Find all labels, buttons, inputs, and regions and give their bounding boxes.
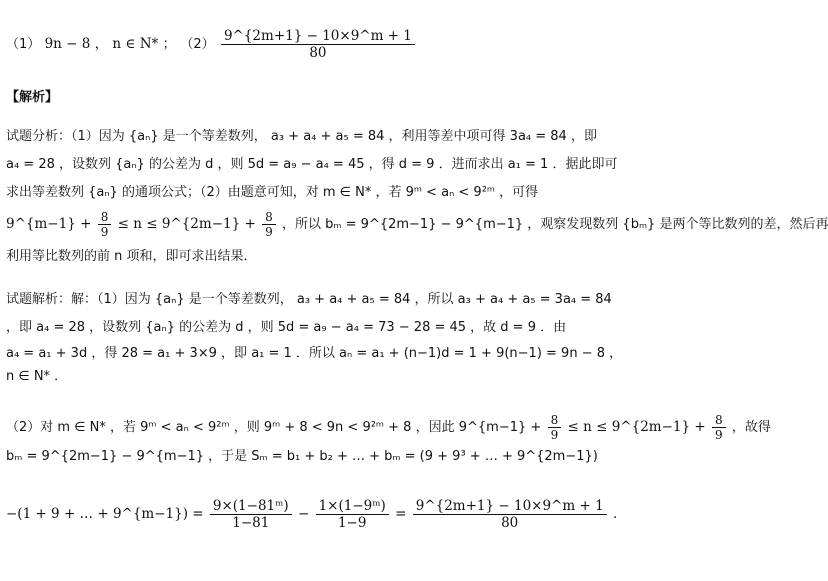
analysis-line-5: 利用等比数列的前 n 项和，即可求出结果． (6, 249, 257, 264)
fraction-denominator: 9 (100, 225, 109, 239)
fraction-numerator: 9×(1−81ᵐ) (210, 498, 292, 515)
solution-line-6: bₘ = 9^{2m−1} − 9^{m−1} ，于是 Sₘ = b₁ + b₂ + … + bₘ = (9 + 9³ + … + 9^{2m−1}) (6, 449, 598, 464)
part2-label: （2） (180, 37, 215, 52)
fraction (262, 210, 276, 239)
fraction (548, 413, 562, 442)
section-heading-jiexi: 【解析】 (6, 90, 59, 105)
solution-line-2: ，即 a₄ = 28 ，设数列 {aₙ} 的公差为 d ，则 5d = a₉ − a₄ = 73 − 28 = 45 ，故 d = 9 ．由 (6, 320, 567, 335)
fraction-numerator: 9^{2m+1} − 10×9^m + 1 (221, 28, 415, 45)
analysis-line-4-post: ，所以 bₘ = 9^{2m−1} − 9^{m−1} ，观察发现数列 {bₘ} 是两个等比数列的差，然后再 (282, 217, 828, 232)
fraction-denominator: 9 (550, 428, 559, 442)
part2-answer-fraction (221, 28, 415, 61)
part1-label: （1） (6, 37, 41, 52)
fraction-denominator: 9 (265, 225, 273, 239)
solution-line-1: 试题解析：解：（1）因为 {aₙ} 是一个等差数列， a₃ + a₄ + a₅ = 84 ，所以 a₃ + a₄ + a₅ = 3a₄ = 84 (6, 292, 612, 307)
solution-line-4: n ∈ N* ． (6, 369, 68, 384)
fraction-numerator: 8 (262, 210, 276, 225)
fraction (210, 498, 292, 531)
solution-line-5 (6, 413, 771, 442)
fraction (712, 413, 726, 442)
analysis-line-2: a₄ = 28 ，设数列 {aₙ} 的公差为 d ，则 5d = a₉ − a₄ = 45 ，得 d = 9 ．进而求出 a₁ = 1 ．据此即可 (6, 157, 618, 172)
analysis-line-4 (6, 210, 828, 239)
fraction-numerator: 8 (712, 413, 726, 428)
fraction (316, 498, 389, 531)
fraction (98, 210, 112, 239)
fraction-denominator: 1−9 (337, 515, 367, 531)
fraction-numerator: 8 (548, 413, 562, 428)
part1-answer: 9n − 8 ， n ∈ N* ； (44, 36, 177, 52)
solution-line-5-mid: ≤ n ≤ 9^{2m−1} + (567, 419, 706, 435)
analysis-line-3: 求出等差数列 {aₙ} 的通项公式；（2）由题意可知，对 m ∈ N* ，若 9ᵐ < aₙ < 9²ᵐ ，可得 (6, 185, 539, 200)
period: ． (612, 506, 627, 522)
equals-sign: = (395, 506, 407, 522)
fraction-denominator: 80 (309, 45, 327, 61)
final-answer-fraction (413, 498, 607, 531)
analysis-line-4-mid: ≤ n ≤ 9^{2m−1} + (117, 216, 256, 232)
solution-line-3: a₄ = a₁ + 3d ，得 28 = a₁ + 3×9 ，即 a₁ = 1 ．所以 aₙ = a₁ + (n−1)d = 1 + 9(n−1) = 9n − 8 ， (6, 346, 623, 361)
answer-summary-line (6, 28, 417, 61)
solution-line-5-post: ，故得 (731, 420, 771, 435)
fraction-numerator: 8 (98, 210, 112, 225)
fraction-numerator: 1×(1−9ᵐ) (316, 498, 389, 515)
fraction-denominator: 80 (501, 515, 519, 531)
fraction-denominator: 1−81 (232, 515, 270, 531)
minus-sign: − (297, 506, 310, 522)
analysis-line-4-pre: 9^{m−1} + (6, 216, 92, 232)
analysis-line-1: 试题分析：（1）因为 {aₙ} 是一个等差数列， a₃ + a₄ + a₅ = 84 ，利用等差中项可得 3a₄ = 84 ，即 (6, 129, 597, 144)
fraction-denominator: 9 (714, 428, 723, 442)
solution-line-7 (6, 498, 626, 531)
solution-line-7-pre: −(1 + 9 + … + 9^{m−1}) = (6, 506, 204, 522)
solution-line-5-pre: （2）对 m ∈ N* ，若 9ᵐ < aₙ < 9²ᵐ ，则 9ᵐ + 8 < 9n < 9²ᵐ + 8 ，因此 9^{m−1} + (6, 420, 542, 435)
fraction-numerator: 9^{2m+1} − 10×9^m + 1 (413, 498, 607, 515)
